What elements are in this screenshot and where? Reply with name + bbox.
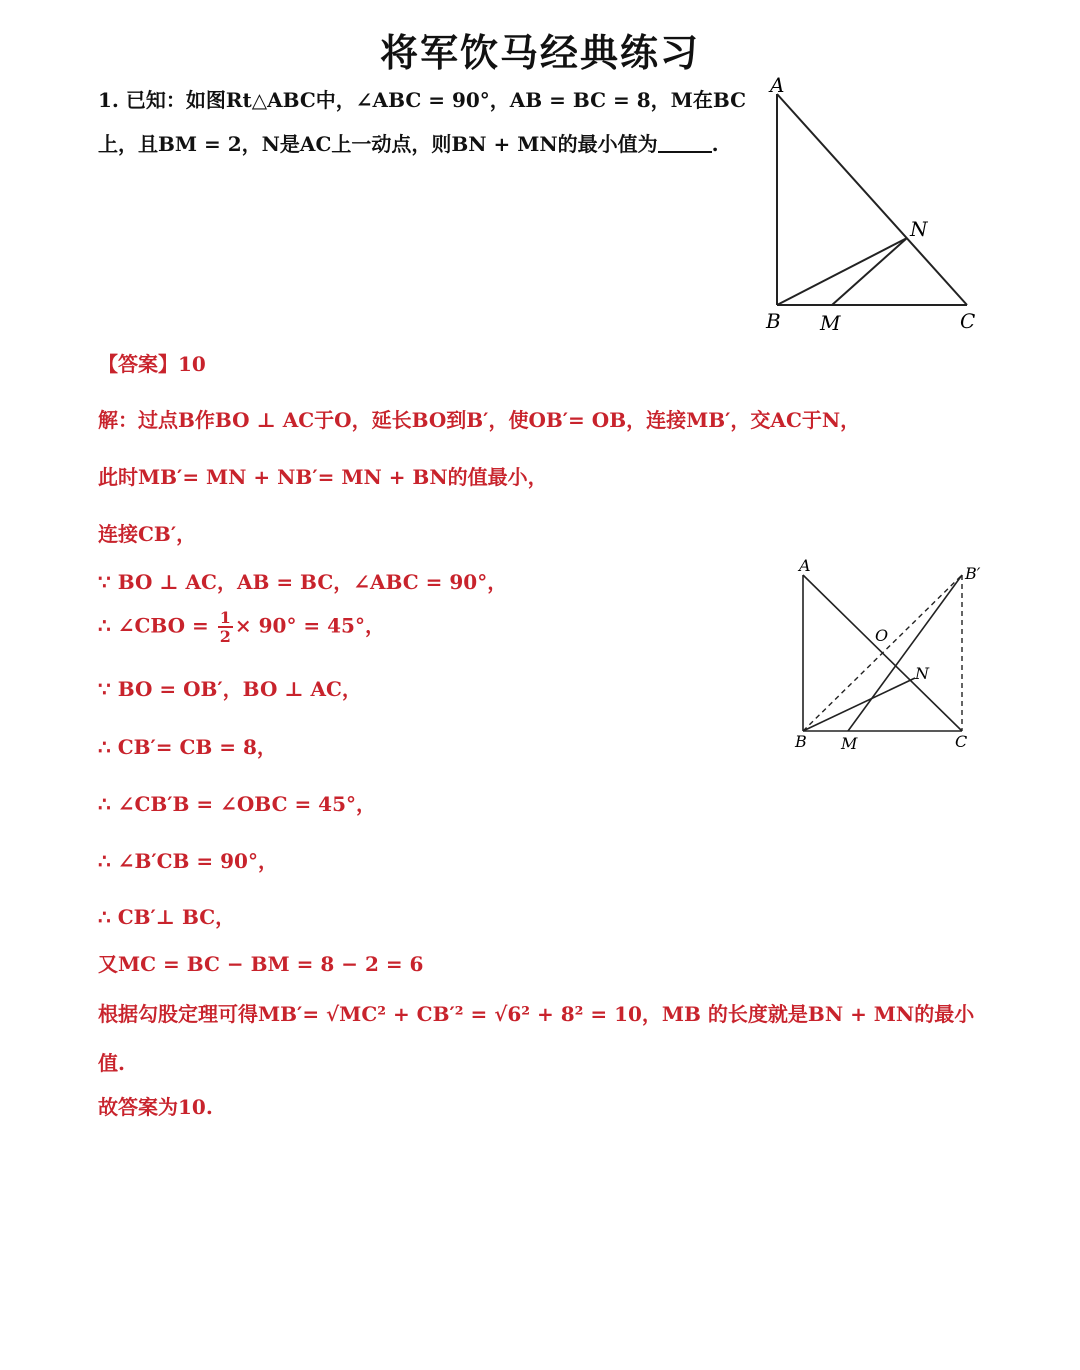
fig2-label-n: N: [915, 664, 929, 683]
fig1-label-c: C: [960, 309, 976, 333]
solution-line-9: ∴ CB′⊥ BC，: [98, 905, 236, 929]
figure-2-construction: [785, 555, 1005, 755]
fig1-label-b: B: [766, 309, 781, 333]
fig2-label-b: B: [795, 732, 807, 751]
solution-line-4: ∵ BO ⊥ AC，AB = BC，∠ABC = 90°，: [98, 570, 508, 594]
solution-line-10: 又MC = BC − BM = 8 − 2 = 6: [98, 952, 424, 976]
fig1-label-a: A: [770, 73, 785, 97]
fig1-side-ac: [777, 94, 967, 305]
solution-line-6: ∴ CB′= CB = 8，: [98, 735, 277, 759]
fig2-segment-bn: [803, 678, 915, 731]
figure-1-triangle: [760, 72, 990, 342]
fraction-one-half: [218, 609, 233, 645]
answer-header: 【答案】10: [98, 352, 206, 376]
fraction-denominator: 2: [219, 627, 231, 646]
question-line-2-text: 上，且BM = 2，N是AC上一动点，则BN + MN的最小值为: [98, 132, 658, 156]
question-line-1: 1. 已知：如图Rt△ABC中，∠ABC = 90°，AB = BC = 8，M在BC: [98, 88, 747, 112]
solution-line-8: ∴ ∠B′CB = 90°，: [98, 849, 278, 873]
solution-line-3: 连接CB′，: [98, 522, 197, 546]
fraction-line-post: × 90° = 45°，: [234, 613, 385, 638]
fraction-line-pre: ∴ ∠CBO =: [98, 613, 209, 638]
answer-blank: [658, 133, 712, 153]
fig1-label-m: M: [820, 311, 841, 335]
page-title: 将军饮马经典练习: [379, 31, 700, 75]
fig2-label-a: A: [799, 556, 811, 575]
question-line-2-end: .: [711, 132, 719, 156]
solution-line-11: 根据勾股定理可得MB′= √MC² + CB′² = √6² + 8² = 10，MB 的长度就是BN + MN的最小: [98, 1002, 975, 1026]
fig2-label-o: O: [875, 626, 889, 645]
fig2-segment-mbp: [848, 575, 962, 731]
fig2-label-c: C: [955, 732, 968, 751]
solution-line-5: ∵ BO = OB′，BO ⊥ AC，: [98, 677, 362, 701]
solution-line-13: 故答案为10.: [98, 1095, 213, 1119]
fig2-label-m: M: [841, 734, 858, 753]
solution-line-2: 此时MB′= MN + NB′= MN + BN的值最小，: [98, 465, 548, 489]
fig2-label-bp: B′: [965, 564, 981, 583]
question-line-2: [98, 128, 719, 157]
solution-line-7: ∴ ∠CB′B = ∠OBC = 45°，: [98, 792, 377, 816]
fraction-numerator: 1: [219, 608, 231, 627]
solution-line-fraction: [98, 609, 385, 645]
fig1-label-n: N: [910, 217, 928, 241]
solution-line-1: 解：过点B作BO ⊥ AC于O，延长BO到B′，使OB′= OB，连接MB′，交AC于N，: [98, 408, 861, 432]
solution-line-12: 值.: [98, 1051, 125, 1075]
